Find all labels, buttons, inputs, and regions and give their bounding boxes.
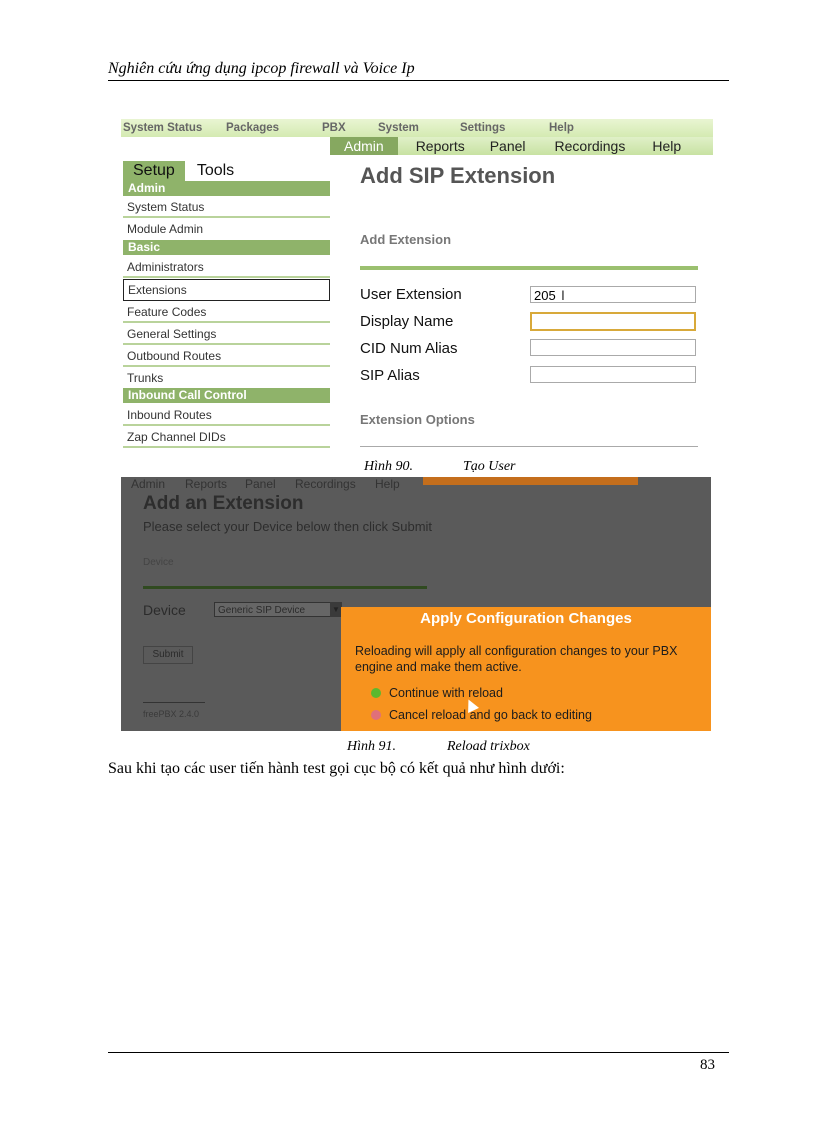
sip-alias-input[interactable] bbox=[530, 366, 696, 383]
footer-divider bbox=[143, 702, 205, 703]
sub-nav-reports[interactable]: Reports bbox=[415, 138, 465, 154]
section-divider bbox=[360, 266, 698, 270]
section-divider bbox=[360, 446, 698, 447]
figure-91-number: Hình 91. bbox=[347, 739, 396, 754]
sub-nav-help[interactable]: Help bbox=[652, 138, 682, 154]
figure-reload-screenshot bbox=[121, 477, 711, 731]
text-cursor-icon: I bbox=[561, 287, 565, 303]
sidebar-item-outbound-routes[interactable]: Outbound Routes bbox=[123, 346, 330, 367]
page-title: Add an Extension bbox=[143, 493, 304, 514]
sidebar-item-zap-channel-dids[interactable]: Zap Channel DIDs bbox=[123, 427, 330, 448]
section-label: Device bbox=[143, 557, 174, 568]
top-nav-settings[interactable]: Settings bbox=[460, 122, 506, 134]
sub-nav-recordings[interactable]: Recordings bbox=[554, 138, 626, 154]
display-name-label: Display Name bbox=[360, 313, 454, 330]
header-rule bbox=[108, 80, 729, 81]
section-add-extension: Add Extension bbox=[360, 232, 452, 247]
page-number: 83 bbox=[700, 1057, 715, 1073]
setup-tools-tabs bbox=[123, 161, 330, 181]
submit-button[interactable]: Submit bbox=[143, 646, 193, 664]
sidebar-item-trunks[interactable]: Trunks bbox=[127, 371, 164, 385]
body-paragraph: Sau khi tạo các user tiến hành test gọi cục bộ có kết quả như hình dưới: bbox=[108, 760, 565, 777]
device-label: Device bbox=[143, 602, 186, 618]
tab-recordings[interactable]: Recordings bbox=[295, 477, 356, 491]
sidebar-heading-inbound-call-control: Inbound Call Control bbox=[123, 388, 330, 403]
apply-configuration-dialog bbox=[341, 607, 711, 731]
tab-setup[interactable]: Setup bbox=[123, 161, 185, 181]
footer-version: freePBX 2.4.0 bbox=[143, 709, 200, 719]
figure-91-caption: Reload trixbox bbox=[447, 739, 530, 754]
top-nav-packages[interactable]: Packages bbox=[226, 122, 280, 134]
sidebar-item-feature-codes[interactable]: Feature Codes bbox=[123, 302, 330, 323]
top-nav-system-status[interactable]: System Status bbox=[123, 122, 203, 134]
cid-num-alias-input[interactable] bbox=[530, 339, 696, 356]
display-name-input[interactable] bbox=[530, 312, 696, 331]
chevron-down-icon[interactable]: ▼ bbox=[330, 602, 342, 617]
top-nav-pbx[interactable]: PBX bbox=[322, 122, 346, 134]
tab-panel[interactable]: Panel bbox=[245, 477, 276, 491]
check-icon bbox=[371, 688, 381, 698]
sidebar-heading-basic: Basic bbox=[123, 240, 330, 255]
cancel-reload-link[interactable]: Cancel reload and go back to editing bbox=[389, 708, 592, 722]
running-header: Nghiên cứu ứng dụng ipcop firewall và Voice Ip bbox=[108, 60, 415, 77]
dialog-title: Apply Configuration Changes bbox=[420, 610, 632, 627]
sidebar-item-general-settings[interactable]: General Settings bbox=[123, 324, 330, 345]
tab-help[interactable]: Help bbox=[375, 477, 400, 491]
instruction-text: Please select your Device below then click Submit bbox=[143, 519, 433, 534]
section-divider bbox=[143, 586, 427, 589]
continue-reload-link[interactable]: Continue with reload bbox=[389, 686, 503, 700]
sub-nav-panel[interactable]: Panel bbox=[489, 138, 526, 154]
sip-alias-label: SIP Alias bbox=[360, 367, 420, 384]
tab-admin[interactable]: Admin bbox=[131, 477, 166, 491]
tab-reports[interactable]: Reports bbox=[185, 477, 228, 491]
user-extension-label: User Extension bbox=[360, 286, 462, 303]
section-extension-options: Extension Options bbox=[360, 412, 475, 427]
tab-tools[interactable]: Tools bbox=[196, 162, 235, 179]
figure-90-caption: Tạo User bbox=[463, 459, 516, 474]
cid-num-alias-label: CID Num Alias bbox=[360, 340, 458, 357]
page-title: Add SIP Extension bbox=[360, 163, 556, 188]
top-nav-help[interactable]: Help bbox=[549, 122, 574, 134]
device-select[interactable]: Generic SIP Device bbox=[214, 602, 336, 617]
cancel-icon bbox=[371, 710, 381, 720]
sidebar-item-inbound-routes[interactable]: Inbound Routes bbox=[123, 405, 330, 426]
top-nav-system[interactable]: System bbox=[378, 122, 419, 134]
sidebar-item-module-admin[interactable]: Module Admin bbox=[127, 222, 204, 236]
sidebar-heading-admin: Admin bbox=[123, 181, 330, 196]
sidebar-item-extensions[interactable]: Extensions bbox=[123, 279, 330, 301]
figure-add-sip-extension-screenshot bbox=[121, 116, 713, 452]
sidebar-item-system-status[interactable]: System Status bbox=[123, 197, 330, 218]
dialog-message: Reloading will apply all configuration changes to your PBX engine and make them active. bbox=[355, 644, 678, 674]
footer-rule bbox=[108, 1052, 729, 1053]
sub-nav-admin[interactable]: Admin bbox=[330, 137, 398, 155]
user-extension-input[interactable]: 205 bbox=[530, 286, 696, 303]
sidebar-item-administrators[interactable]: Administrators bbox=[123, 257, 330, 278]
orange-strip bbox=[423, 477, 638, 485]
figure-90-number: Hình 90. bbox=[364, 459, 413, 474]
top-nav bbox=[121, 119, 713, 137]
sub-nav bbox=[330, 137, 713, 155]
